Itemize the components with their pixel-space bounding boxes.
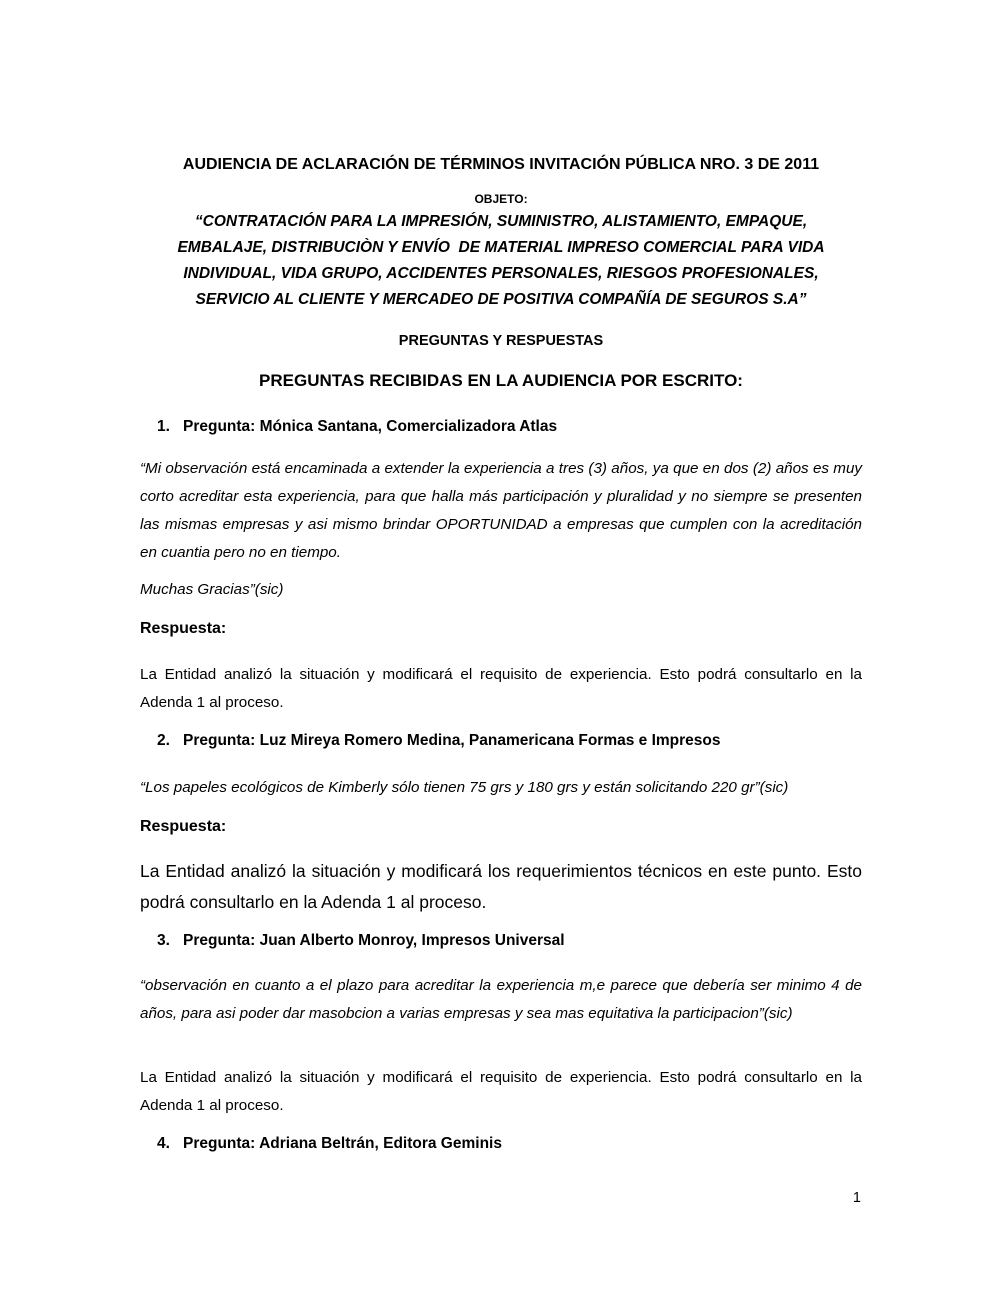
question-heading-text: Pregunta: Juan Alberto Monroy, Impresos Universal <box>183 932 565 949</box>
question-4-heading <box>140 1134 862 1154</box>
objeto-quote-line: SERVICIO AL CLIENTE Y MERCADEO DE POSITIVA COMPAÑÍA DE SEGUROS S.A” <box>195 291 807 308</box>
page-number: 1 <box>852 1190 861 1206</box>
question-2-answer: La Entidad analizó la situación y modificará los requerimientos técnicos en este punto. Esto podrá consultarlo en la Adenda 1 al proceso. <box>140 861 862 912</box>
question-number: 4. <box>157 1135 170 1152</box>
objeto-quote-line: “CONTRATACIÓN PARA LA IMPRESIÓN, SUMINISTRO, ALISTAMIENTO, EMPAQUE, <box>194 213 808 230</box>
question-number: 2. <box>157 732 170 749</box>
question-3-answer: La Entidad analizó la situación y modificará el requisito de experiencia. Esto podrá consultarlo en la Adenda 1 al proceso. <box>140 1069 862 1114</box>
objeto-quote-line: INDIVIDUAL, VIDA GRUPO, ACCIDENTES PERSONALES, RIESGOS PROFESIONALES, <box>183 265 819 282</box>
question-1-heading <box>140 417 862 437</box>
question-heading-text: Pregunta: Mónica Santana, Comercializadora Atlas <box>183 418 558 435</box>
subsection-heading: PREGUNTAS RECIBIDAS EN LA AUDIENCIA POR ESCRITO: <box>259 371 743 390</box>
objeto-quote <box>140 209 862 313</box>
question-3-heading <box>140 931 862 951</box>
objeto-quote-line: EMBALAJE, DISTRIBUCIÒN Y ENVÍO DE MATERIAL IMPRESO COMERCIAL PARA VIDA <box>177 239 825 256</box>
question-1-quote-closing: Muchas Gracias”(sic) <box>140 581 284 598</box>
section-heading: PREGUNTAS Y RESPUESTAS <box>398 333 604 349</box>
question-heading-text: Pregunta: Luz Mireya Romero Medina, Panamericana Formas e Impresos <box>183 732 721 749</box>
respuesta-label: Respuesta: <box>140 620 227 637</box>
question-2-quote: “Los papeles ecológicos de Kimberly sólo tienen 75 grs y 180 grs y están solicitando 220 gr”(sic) <box>140 779 789 796</box>
question-heading-text: Pregunta: Adriana Beltrán, Editora Geminis <box>183 1135 502 1152</box>
question-number: 3. <box>157 932 170 949</box>
question-3-quote: “observación en cuanto a el plazo para acreditar la experiencia m,e parece que debería ser minimo 4 de años, para asi poder dar masobcion a varias empresas y sea mas equitativa la participacion”(sic) <box>140 977 862 1022</box>
document-title: AUDIENCIA DE ACLARACIÓN DE TÉRMINOS INVITACIÓN PÚBLICA NRO. 3 DE 2011 <box>182 156 820 173</box>
question-1-answer: La Entidad analizó la situación y modificará el requisito de experiencia. Esto podrá consultarlo en la Adenda 1 al proceso. <box>140 666 862 711</box>
respuesta-label: Respuesta: <box>140 818 227 835</box>
question-1-quote: “Mi observación está encaminada a extender la experiencia a tres (3) años, ya que en dos (2) años es muy corto acreditar esta experiencia, para que halla más participación y pluralidad y no siempre se presenten las mismas empresas y asi mismo brindar OPORTUNIDAD a empresas que cumplen con la acreditación en cuantia pero no en tiempo. <box>140 460 862 561</box>
question-number: 1. <box>157 418 170 435</box>
question-2-heading <box>140 731 862 751</box>
objeto-label: OBJETO: <box>474 192 528 206</box>
